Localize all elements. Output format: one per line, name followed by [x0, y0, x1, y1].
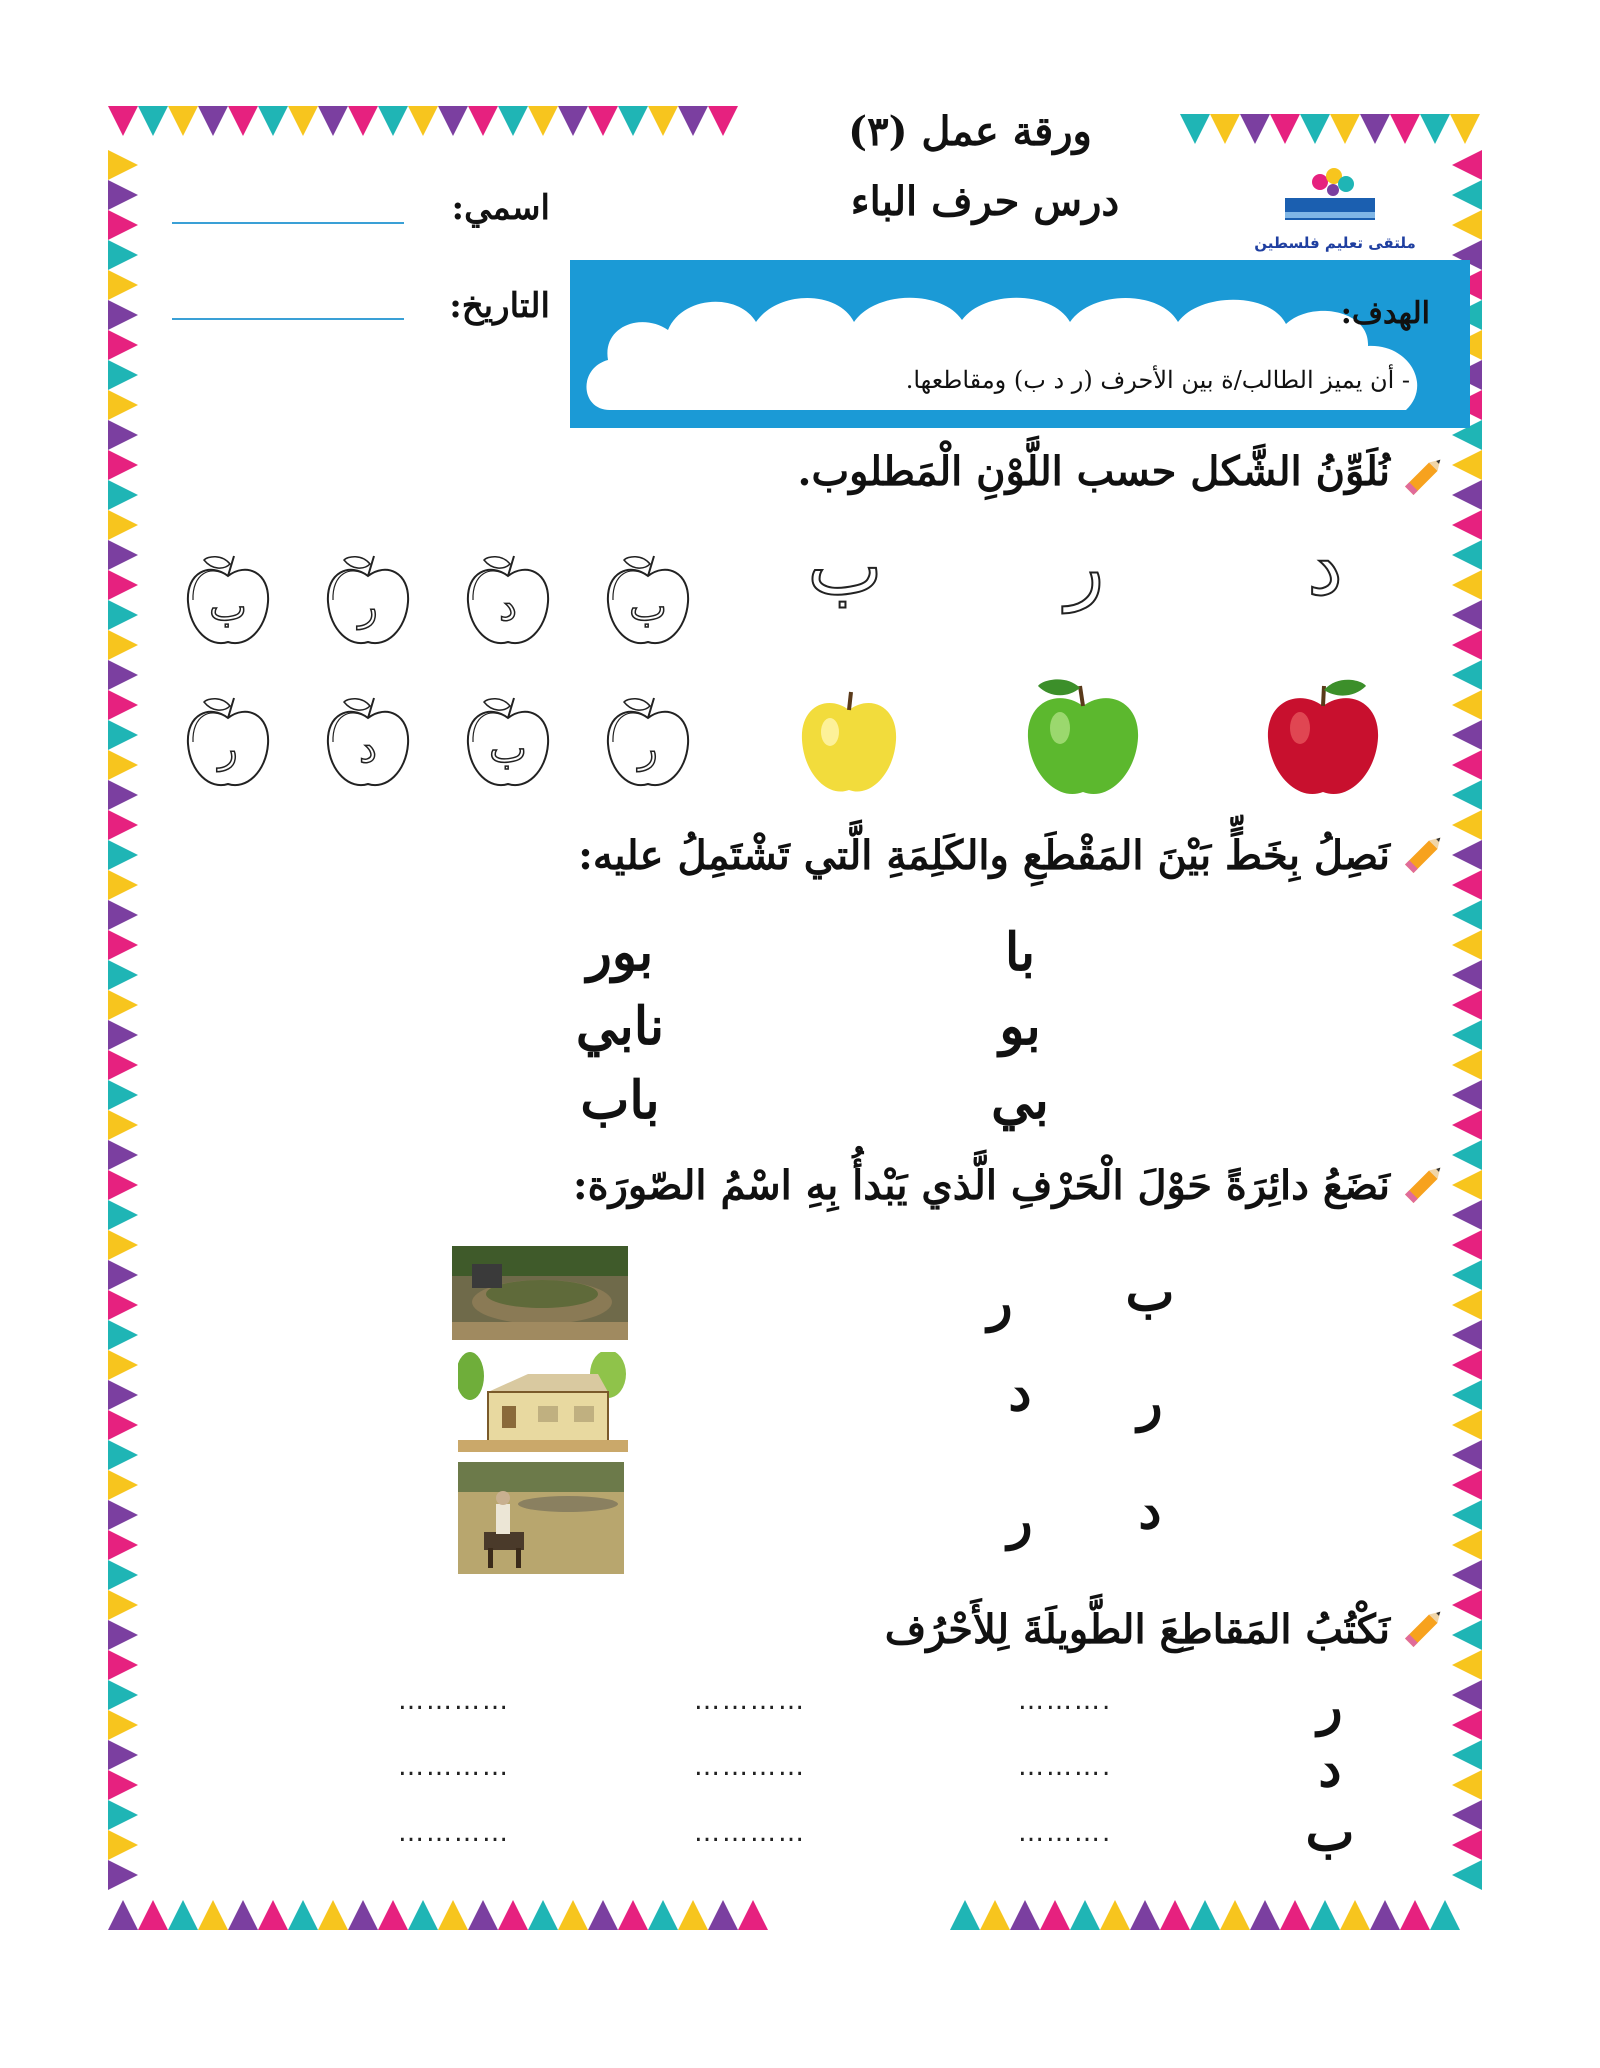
border-triangle — [108, 1860, 138, 1890]
border-triangle — [108, 600, 138, 630]
apple-letter: ر — [218, 726, 238, 772]
border-triangle — [408, 106, 438, 136]
border-triangle — [108, 1900, 138, 1930]
house-drawing — [458, 1352, 628, 1452]
outline-apple[interactable] — [462, 550, 554, 650]
border-triangle — [588, 106, 618, 136]
border-triangle — [108, 390, 138, 420]
border-triangle — [108, 660, 138, 690]
border-triangle — [1452, 750, 1482, 780]
border-triangle — [108, 630, 138, 660]
border-triangle — [108, 1230, 138, 1260]
logo-text: ملتقى تعليم فلسطين — [1254, 234, 1416, 252]
border-triangle — [1452, 450, 1482, 480]
border-triangle — [1452, 1770, 1482, 1800]
letter-ra: ر — [1317, 1676, 1343, 1737]
border-triangle — [108, 180, 138, 210]
write-blank[interactable]: ………… — [694, 1752, 806, 1782]
border-triangle — [108, 1440, 138, 1470]
date-label: التاريخ: — [449, 286, 550, 326]
border-triangle — [1452, 1140, 1482, 1170]
border-triangle — [1452, 720, 1482, 750]
border-triangle — [258, 1900, 288, 1930]
section2-instruction: نَصِلُ بِخَطٍّ بَيْنَ المَقْطَعِ والكَلِمَةِ الَّتي تَشْتَمِلُ عليه: — [578, 832, 1390, 879]
write-blank[interactable]: ………. — [1018, 1752, 1113, 1782]
border-triangle — [1340, 1900, 1370, 1930]
worksheet-title: ورقة عمل (٣) — [848, 108, 1092, 155]
border-triangle — [1420, 114, 1450, 144]
border-triangle — [1452, 1680, 1482, 1710]
border-triangle — [708, 1900, 738, 1930]
outline-apple[interactable] — [322, 550, 414, 650]
border-triangle — [108, 810, 138, 840]
donkey-rider-photo — [458, 1462, 624, 1574]
border-triangle — [1452, 1230, 1482, 1260]
border-triangle — [1452, 210, 1482, 240]
border-triangle — [1452, 1260, 1482, 1290]
border-triangle — [1452, 1740, 1482, 1770]
border-triangle — [1452, 900, 1482, 930]
border-triangle — [108, 1740, 138, 1770]
outline-apple[interactable] — [602, 692, 694, 792]
border-triangle — [1360, 114, 1390, 144]
border-triangle — [318, 106, 348, 136]
write-blank[interactable]: ………… — [694, 1818, 806, 1848]
apple-letter: ب — [209, 584, 247, 630]
apple-letter: ب — [629, 584, 667, 630]
choice-letter[interactable]: ر — [1007, 1490, 1033, 1551]
worksheet-subtitle: درس حرف الباء — [850, 178, 1120, 225]
apple-letter: د — [359, 726, 377, 772]
border-triangle — [1452, 810, 1482, 840]
border-triangle — [618, 1900, 648, 1930]
border-triangle — [1452, 660, 1482, 690]
border-triangle — [648, 1900, 678, 1930]
outline-apple[interactable] — [322, 692, 414, 792]
border-triangle — [108, 1320, 138, 1350]
border-triangle — [738, 1900, 768, 1930]
pencil-icon — [1396, 452, 1448, 504]
border-triangle — [618, 106, 648, 136]
border-triangle — [108, 210, 138, 240]
border-triangle — [528, 1900, 558, 1930]
border-triangle — [108, 1200, 138, 1230]
border-triangle — [198, 1900, 228, 1930]
border-triangle — [108, 450, 138, 480]
outline-apple[interactable] — [182, 692, 274, 792]
border-triangle — [108, 510, 138, 540]
border-triangle — [108, 106, 138, 136]
border-triangle — [980, 1900, 1010, 1930]
write-blank[interactable]: ………… — [694, 1686, 806, 1716]
write-blank[interactable]: ………… — [398, 1686, 510, 1716]
write-blank[interactable]: ………. — [1018, 1686, 1113, 1716]
border-triangle — [1330, 114, 1360, 144]
border-triangle — [108, 1530, 138, 1560]
border-triangle — [108, 1170, 138, 1200]
border-triangle — [108, 360, 138, 390]
border-triangle — [108, 570, 138, 600]
border-triangle — [1452, 1650, 1482, 1680]
border-triangle — [1190, 1900, 1220, 1930]
border-triangle — [1452, 870, 1482, 900]
border-triangle — [1452, 1620, 1482, 1650]
border-triangle — [1010, 1900, 1040, 1930]
border-triangle — [438, 1900, 468, 1930]
border-triangle — [108, 1710, 138, 1740]
border-triangle — [1452, 780, 1482, 810]
border-triangle — [1270, 114, 1300, 144]
write-blank[interactable]: ………… — [398, 1752, 510, 1782]
border-triangle — [1452, 1110, 1482, 1140]
border-triangle — [1452, 690, 1482, 720]
border-triangle — [108, 1470, 138, 1500]
border-triangle — [378, 1900, 408, 1930]
border-triangle — [1450, 114, 1480, 144]
border-triangle — [1400, 1900, 1430, 1930]
border-triangle — [1452, 600, 1482, 630]
border-triangle — [678, 106, 708, 136]
border-triangle — [1280, 1900, 1310, 1930]
choice-letter[interactable]: ب — [1125, 1262, 1175, 1323]
border-triangle — [108, 1380, 138, 1410]
border-triangle — [108, 1410, 138, 1440]
border-triangle — [108, 750, 138, 780]
border-triangle — [1452, 1020, 1482, 1050]
border-triangle — [1040, 1900, 1070, 1930]
border-triangle — [288, 1900, 318, 1930]
border-triangle — [1430, 1900, 1460, 1930]
yellow-apple-icon — [794, 684, 904, 804]
border-triangle — [1452, 570, 1482, 600]
choice-letter[interactable]: ر — [1137, 1372, 1163, 1433]
border-triangle — [378, 106, 408, 136]
border-triangle — [558, 1900, 588, 1930]
border-triangle — [1452, 960, 1482, 990]
border-triangle — [1452, 840, 1482, 870]
name-field[interactable] — [172, 222, 404, 224]
letter-ba: ب — [1305, 1802, 1355, 1863]
border-triangle — [198, 106, 228, 136]
key-letter-ra: ر — [1065, 520, 1105, 613]
border-triangle — [138, 106, 168, 136]
border-triangle — [1210, 114, 1240, 144]
border-triangle — [348, 106, 378, 136]
goal-heading: الهدف: — [1340, 296, 1430, 331]
section4-instruction: نَكْتُبُ المَقاطِعَ الطَّويلَةَ لِلأَحْرُف — [884, 1606, 1390, 1653]
border-triangle — [558, 106, 588, 136]
border-triangle — [1452, 180, 1482, 210]
border-triangle — [1310, 1900, 1340, 1930]
border-triangle — [108, 690, 138, 720]
syllable: بو — [999, 996, 1041, 1057]
border-triangle — [498, 1900, 528, 1930]
border-triangle — [108, 1650, 138, 1680]
border-triangle — [108, 1590, 138, 1620]
border-triangle — [108, 1260, 138, 1290]
border-triangle — [108, 1800, 138, 1830]
write-blank[interactable]: ………… — [398, 1818, 510, 1848]
border-triangle — [588, 1900, 618, 1930]
word: بور — [586, 922, 654, 983]
border-triangle — [1100, 1900, 1130, 1930]
border-triangle — [468, 1900, 498, 1930]
border-triangle — [1452, 1830, 1482, 1860]
border-triangle — [1452, 1440, 1482, 1470]
syllable: بي — [991, 1070, 1049, 1131]
border-triangle — [108, 900, 138, 930]
border-triangle — [108, 150, 138, 180]
border-triangle — [1452, 1560, 1482, 1590]
date-field[interactable] — [172, 318, 404, 320]
choice-letter[interactable]: ر — [987, 1272, 1013, 1333]
border-triangle — [1240, 114, 1270, 144]
border-triangle — [1180, 114, 1210, 144]
border-triangle — [1452, 1500, 1482, 1530]
border-triangle — [228, 106, 258, 136]
book-logo-icon — [1240, 160, 1430, 230]
border-triangle — [708, 106, 738, 136]
border-triangle — [108, 480, 138, 510]
border-triangle — [1452, 1470, 1482, 1500]
border-triangle — [1250, 1900, 1280, 1930]
border-triangle — [108, 1110, 138, 1140]
apple-letter: ر — [358, 584, 378, 630]
letter-dal: د — [1318, 1738, 1342, 1799]
syllable: با — [1004, 922, 1036, 983]
border-triangle — [108, 1620, 138, 1650]
border-triangle — [498, 106, 528, 136]
border-triangle — [1452, 1050, 1482, 1080]
border-triangle — [108, 1500, 138, 1530]
border-triangle — [1130, 1900, 1160, 1930]
border-triangle — [108, 1020, 138, 1050]
border-triangle — [108, 1290, 138, 1320]
border-triangle — [108, 270, 138, 300]
border-triangle — [648, 106, 678, 136]
border-triangle — [168, 106, 198, 136]
pencil-icon — [1396, 830, 1448, 882]
border-triangle — [1070, 1900, 1100, 1930]
border-triangle — [108, 990, 138, 1020]
border-triangle — [1452, 1200, 1482, 1230]
choice-letter[interactable]: د — [1138, 1480, 1162, 1541]
border-triangle — [1160, 1900, 1190, 1930]
border-triangle — [1452, 1320, 1482, 1350]
choice-letter[interactable]: د — [1008, 1362, 1032, 1423]
pencil-icon — [1396, 1160, 1448, 1212]
logo — [1240, 160, 1430, 256]
border-triangle — [1452, 1800, 1482, 1830]
border-triangle — [1452, 480, 1482, 510]
goal-box — [570, 260, 1470, 428]
name-label: اسمي: — [451, 188, 550, 228]
apple-letter: ب — [489, 726, 527, 772]
border-triangle — [108, 420, 138, 450]
border-triangle — [108, 1560, 138, 1590]
border-triangle — [950, 1900, 980, 1930]
green-apple-icon — [1018, 676, 1148, 806]
border-triangle — [1452, 1410, 1482, 1440]
section3-instruction: نَضَعُ دائِرَةً حَوْلَ الْحَرْفِ الَّذي يَبْدأُ بِهِ اسْمُ الصّورَة: — [572, 1162, 1390, 1209]
border-triangle — [1452, 1710, 1482, 1740]
border-triangle — [1390, 114, 1420, 144]
border-triangle — [1220, 1900, 1250, 1930]
cloud-shape — [570, 260, 1470, 428]
border-triangle — [108, 1350, 138, 1380]
border-triangle — [108, 1140, 138, 1170]
border-triangle — [108, 720, 138, 750]
border-triangle — [678, 1900, 708, 1930]
border-triangle — [1452, 1590, 1482, 1620]
well-photo — [452, 1246, 628, 1340]
border-triangle — [1452, 930, 1482, 960]
border-triangle — [108, 300, 138, 330]
border-triangle — [1452, 540, 1482, 570]
border-triangle — [108, 1830, 138, 1860]
border-triangle — [1452, 630, 1482, 660]
border-triangle — [438, 106, 468, 136]
border-triangle — [1452, 1860, 1482, 1890]
apple-letter: ر — [638, 726, 658, 772]
border-triangle — [1452, 1290, 1482, 1320]
border-triangle — [108, 1080, 138, 1110]
border-triangle — [1452, 510, 1482, 540]
border-triangle — [168, 1900, 198, 1930]
border-triangle — [108, 330, 138, 360]
border-triangle — [288, 106, 318, 136]
border-triangle — [108, 870, 138, 900]
border-triangle — [108, 840, 138, 870]
outline-apple[interactable] — [182, 550, 274, 650]
border-triangle — [138, 1900, 168, 1930]
border-triangle — [1452, 990, 1482, 1020]
border-triangle — [258, 106, 288, 136]
border-triangle — [348, 1900, 378, 1930]
border-triangle — [108, 1050, 138, 1080]
goal-text: - أن يميز الطالب/ة بين الأحرف (ر د ب) ومقاطعها. — [905, 366, 1410, 394]
border-triangle — [1452, 150, 1482, 180]
border-triangle — [1300, 114, 1330, 144]
key-letter-ba: ب — [807, 520, 883, 613]
outline-apple[interactable] — [462, 692, 554, 792]
border-triangle — [408, 1900, 438, 1930]
red-apple-icon — [1258, 676, 1388, 806]
border-triangle — [528, 106, 558, 136]
border-triangle — [108, 930, 138, 960]
border-triangle — [318, 1900, 348, 1930]
border-triangle — [1452, 1380, 1482, 1410]
border-triangle — [1452, 1530, 1482, 1560]
apple-letter: د — [499, 584, 517, 630]
section1-instruction: نُلَوِّنُ الشَّكل حسب اللَّوْنِ الْمَطلوب. — [797, 448, 1390, 495]
word: نابي — [575, 996, 665, 1057]
border-triangle — [1452, 1350, 1482, 1380]
outline-apple[interactable] — [602, 550, 694, 650]
border-triangle — [108, 960, 138, 990]
border-triangle — [108, 780, 138, 810]
key-letter-dal: د — [1307, 520, 1343, 613]
write-blank[interactable]: ………. — [1018, 1818, 1113, 1848]
border-triangle — [228, 1900, 258, 1930]
border-triangle — [108, 540, 138, 570]
border-triangle — [1452, 1080, 1482, 1110]
border-triangle — [468, 106, 498, 136]
pencil-icon — [1396, 1604, 1448, 1656]
border-triangle — [108, 240, 138, 270]
border-triangle — [1452, 1170, 1482, 1200]
word: باب — [580, 1070, 660, 1131]
border-triangle — [108, 1680, 138, 1710]
border-triangle — [1370, 1900, 1400, 1930]
border-triangle — [108, 1770, 138, 1800]
